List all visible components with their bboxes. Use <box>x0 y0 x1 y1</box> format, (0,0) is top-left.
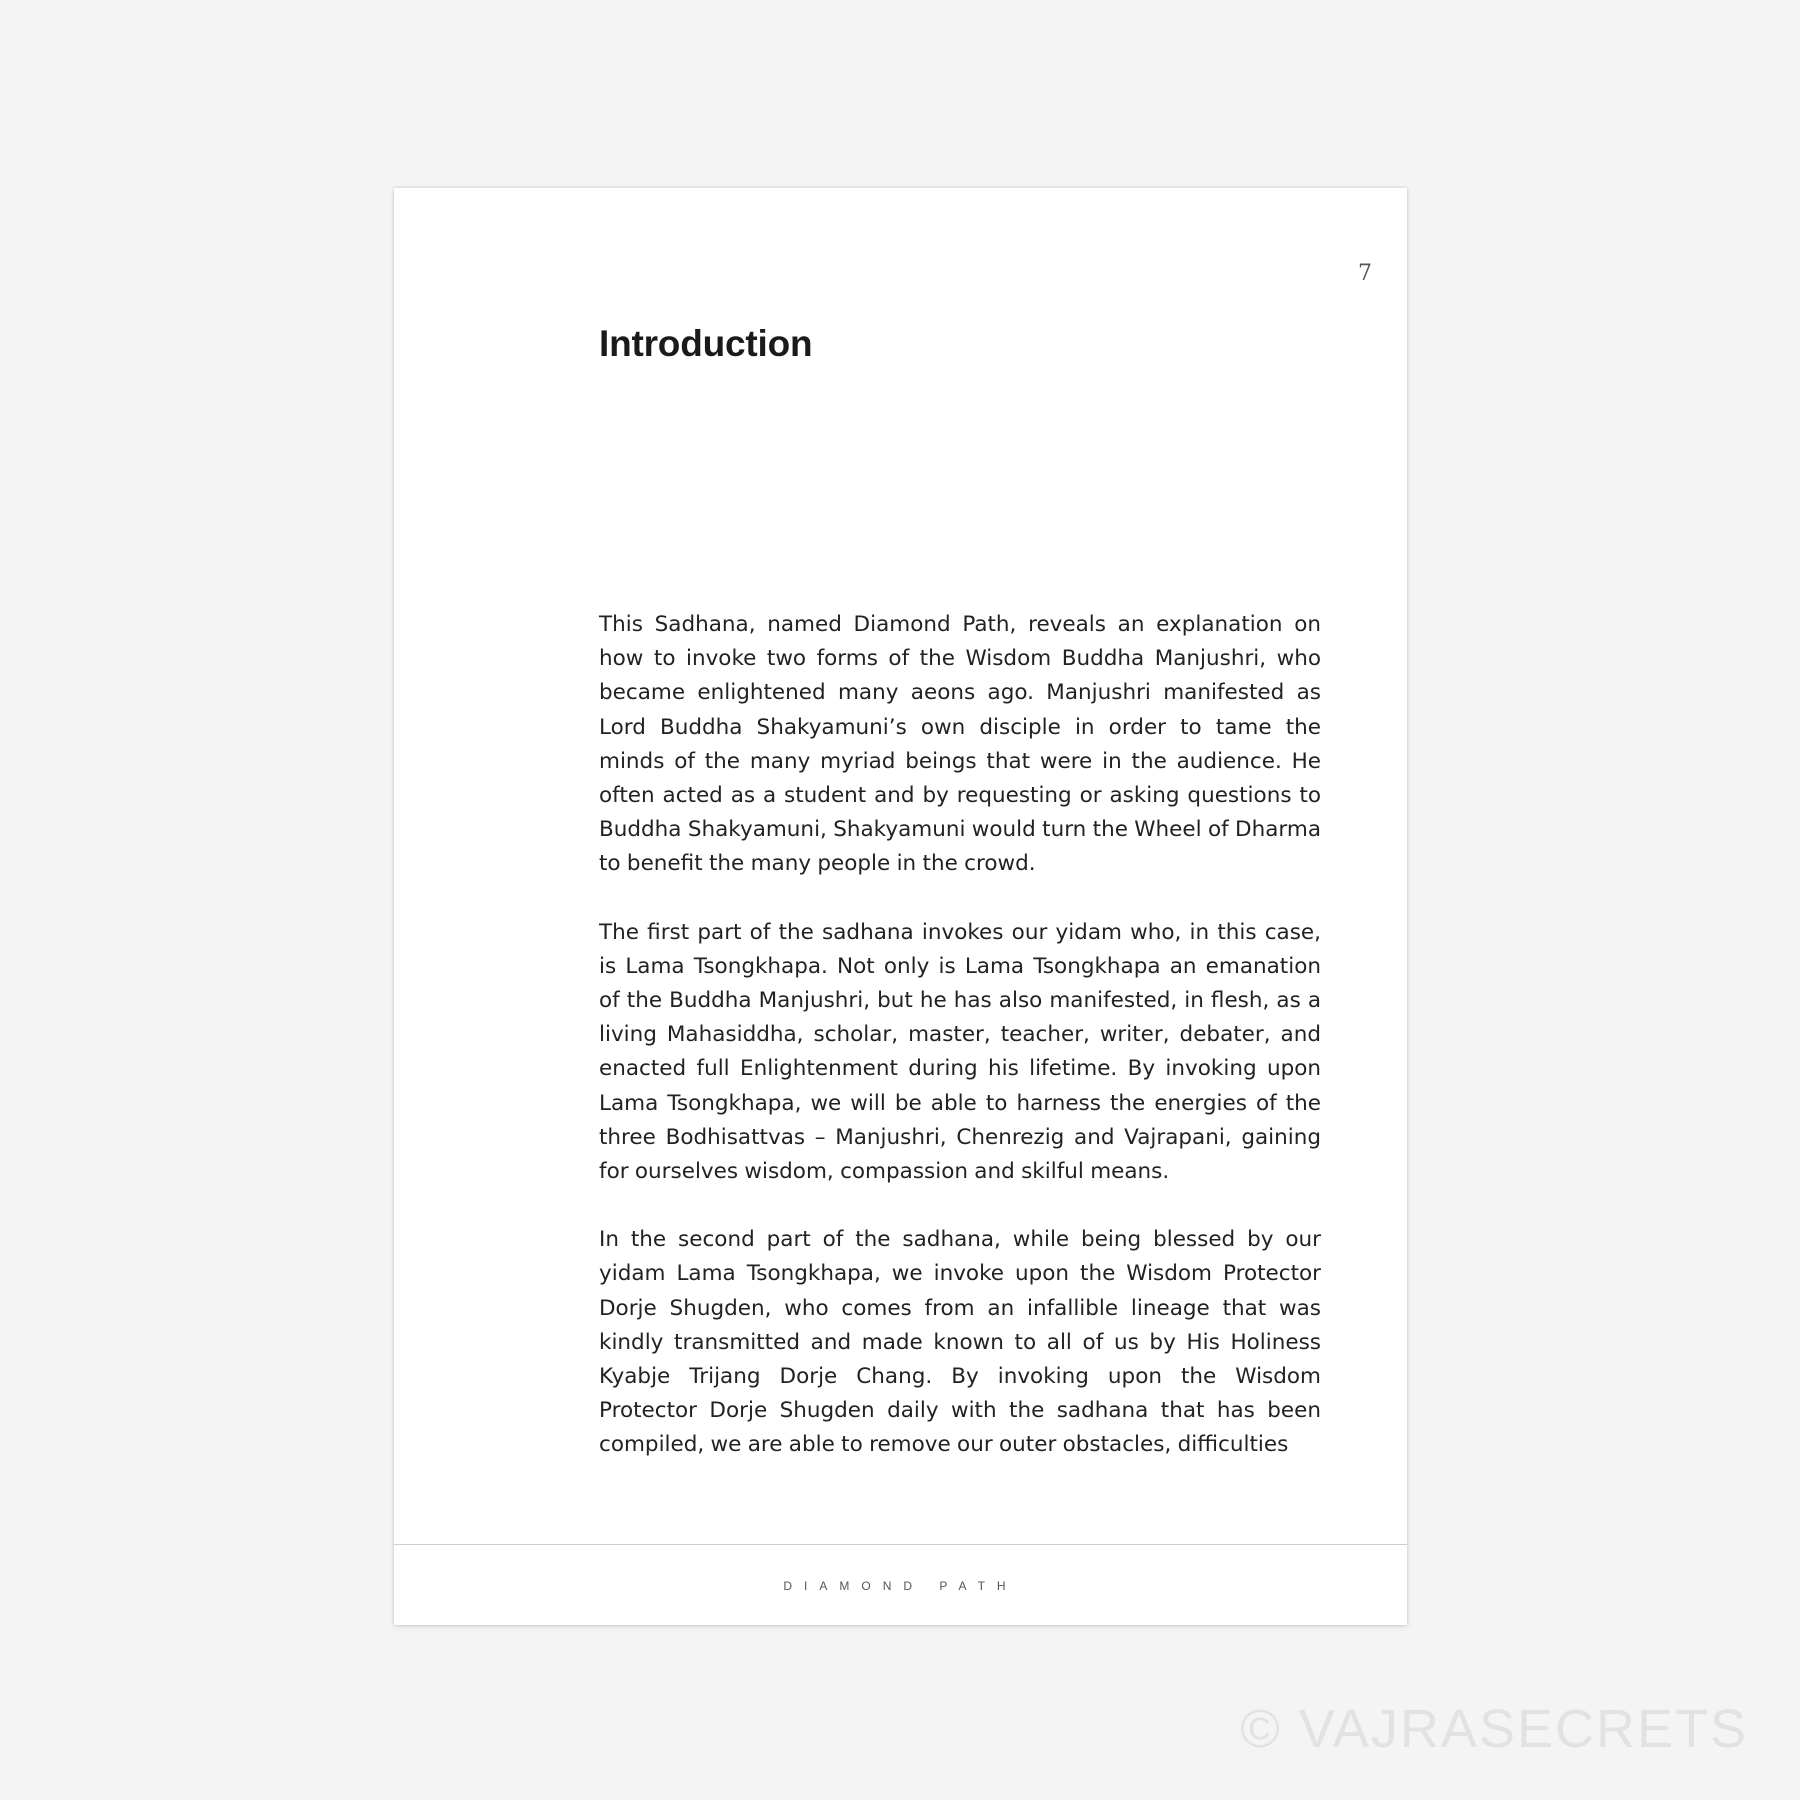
paragraph: The first part of the sadhana invokes our yidam who, in this case, is Lama Tsongkhapa. Not only is Lama Tsongkhapa an emanation of the Buddha Manjushri, but he has also manifested, in flesh, as a living Mahasiddha, scholar, master, teacher, writer, debater, and enacted full Enlightenment during his lifetime. By invoking upon Lama Tsongkhapa, we will be able to harness the energies of the three Bodhisattvas – Manjushri, Chenrezig and Vajrapani, gaining for ourselves wisdom, compassion and skilful means. <box>599 919 1321 1185</box>
page-number: 7 <box>1358 261 1372 286</box>
body-text <box>599 608 1321 1497</box>
copyright-watermark: © VAJRASECRETS <box>1240 1699 1748 1759</box>
footer-divider <box>394 1544 1407 1545</box>
running-footer: DIAMOND PATH <box>783 1579 1018 1593</box>
paragraph: In the second part of the sadhana, while being blessed by our yidam Lama Tsongkhapa, we invoke upon the Wisdom Protector Dorje Shugden, who comes from an infallible lineage that was kindly transmitted and made known to all of us by His Holiness Kyabje Trijang Dorje Chang. By invoking upon the Wisdom Protector Dorje Shugden daily with the sadhana that has been compiled, we are able to remove our outer obstacles, difficulties <box>599 1227 1321 1458</box>
chapter-title: Introduction <box>599 323 813 364</box>
paragraph: This Sadhana, named Diamond Path, reveals an explanation on how to invoke two forms of the Wisdom Buddha Manjushri, who became enlightened many aeons ago. Manjushri manifested as Lord Buddha Shakyamuni’s own disciple in order to tame the minds of the many myriad beings that were in the audience. He often acted as a student and by requesting or asking questions to Buddha Shakyamuni, Shakyamuni would turn the Wheel of Dharma to benefit the many people in the crowd. <box>599 612 1321 877</box>
book-page <box>394 188 1407 1625</box>
